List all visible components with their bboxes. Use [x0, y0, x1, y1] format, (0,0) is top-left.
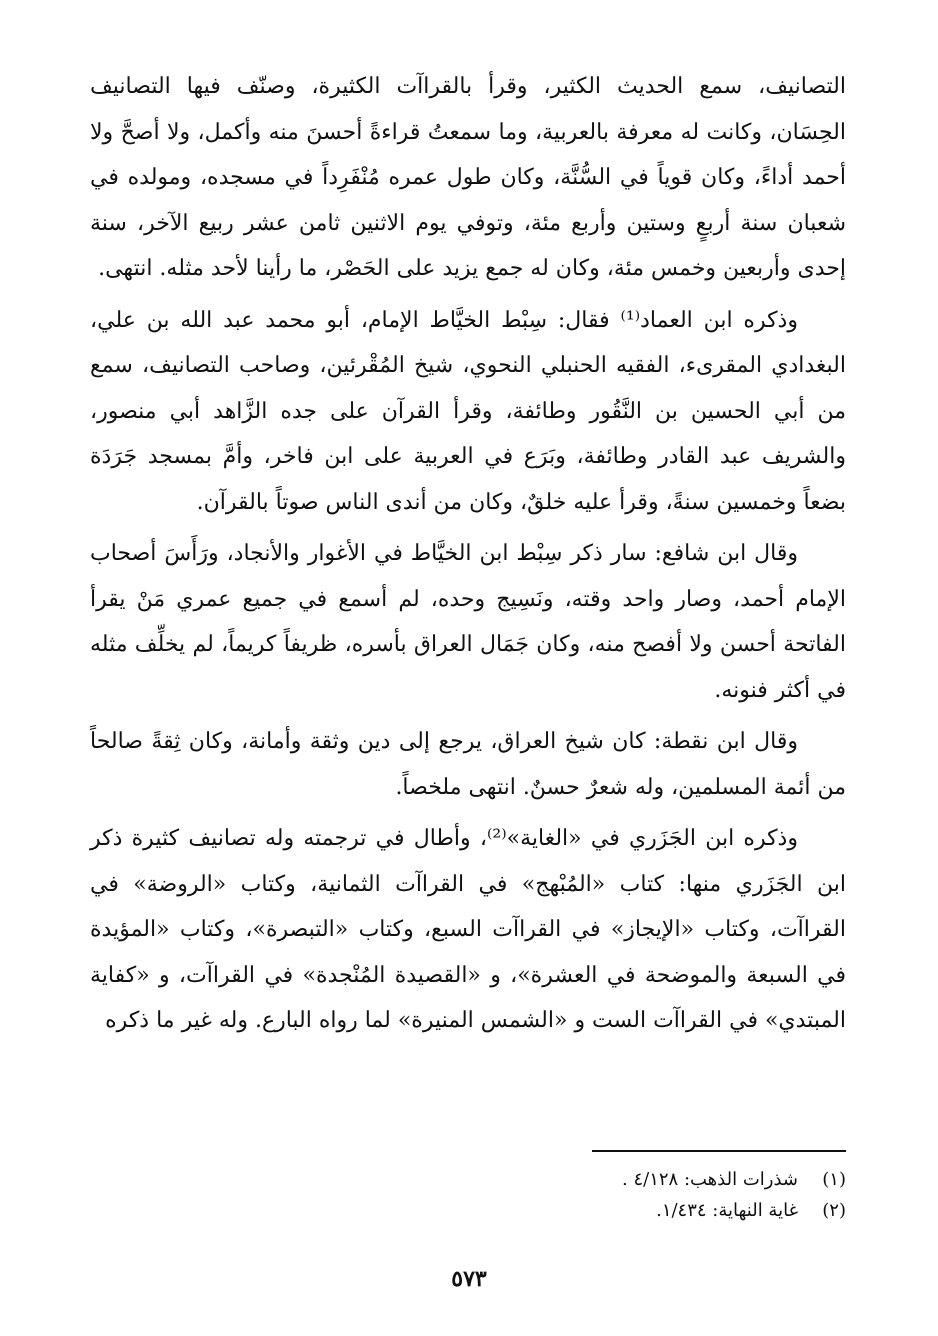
footnote-1 — [90, 1164, 846, 1195]
footnote-text: شذرات الذهب: ٤/١٢٨ . — [622, 1169, 798, 1190]
footnote-2 — [90, 1195, 846, 1226]
paragraph-3: وقال ابن شافع: سار ذكر سِبْط ابن الخيَّاط في الأغوار والأنجاد، ورَأَسَ أصحاب الإمام أحمد، وصار واحد وقته، ونَسِيج وحده، لم أسمع في جميع عمري مَنْ يقرأ الفاتحة أحسن ولا أفصح منه، وكان جَمَال العراق بأسره، ظريفاً كريماً، لم يخلِّف مثله في أكثر فنونه. — [90, 541, 846, 703]
paragraph-2: وذكره ابن العماد⁽¹⁾ فقال: سِبْط الخيَّاط الإمام، أبو محمد عبد الله بن علي، البغدادي المقرىء، الفقيه الحنبلي النحوي، شيخ المُقْرئين، وصاحب التصانيف، سمع من أبي الحسين بن النَّقُور وطائفة، وقرأ القرآن على جده الزَّاهد أبي منصور، والشريف عبد القادر وطائفة، وبَرَع في العربية على ابن فاخر، وأمَّ بمسجد جَرَدَة بضعاً وخمسين سنةً، وقرأ عليه خلقٌ، وكان من أندى الناس صوتاً بالقرآن. — [90, 307, 846, 515]
paragraph-1: التصانيف، سمع الحديث الكثير، وقرأ بالقراآت الكثيرة، وصنّف فيها التصانيف الحِسَان، وكانت له معرفة بالعربية، وما سمعتُ قراءةً أحسنَ منه وأكمل، ولا أصحَّ ولا أحمد أداءً، وكان قوياً في السُّنَّة، وكان طول عمره مُنْفَرِداً في مسجده، ومولده في شعبان سنة أربعٍ وستين وأربع مئة، وتوفي يوم الاثنين ثامن عشر ربيع الآخر، سنة إحدى وأربعين وخمس مئة، وكان له جمع يزيد على الحَصْر، ما رأينا لأحد مثله. انتهى. — [90, 74, 846, 281]
paragraph-4: وقال ابن نقطة: كان شيخ العراق، يرجع إلى دين وثقة وأمانة، وكان ثِقةً صالحاً من أئمة المسلمين، وله شعرٌ حسنٌ. انتهى ملخصاً. — [90, 729, 846, 800]
footnote-number: (٢) — [822, 1200, 846, 1221]
paragraph-5: وذكره ابن الجَزَري في «الغاية»⁽²⁾، وأطال في ترجمته وله تصانيف كثيرة ذكر ابن الجَزَري منها: كتاب «المُبْهج» في القراآت الثمانية، وكتاب «الروضة» في القراآت، وكتاب «الإيجاز» في القراآت السبع، وكتاب «التبصرة»، وكتاب «المؤيدة في السبعة والموضحة في العشرة»، و «القصيدة المُنْجدة» في القراآت، و «كفاية المبتدي» في القراآت الست و «الشمس المنيرة» لما رواه البارع. وله غير ما ذكره — [90, 826, 846, 1033]
footnote-number: (١) — [822, 1169, 846, 1190]
footnote-text: غاية النهاية: ١/٤٣٤. — [656, 1200, 798, 1221]
main-text — [90, 64, 846, 1050]
footnote-divider — [592, 1150, 846, 1152]
page-number: ٥٧٣ — [451, 1266, 487, 1292]
footnotes — [90, 1164, 846, 1226]
